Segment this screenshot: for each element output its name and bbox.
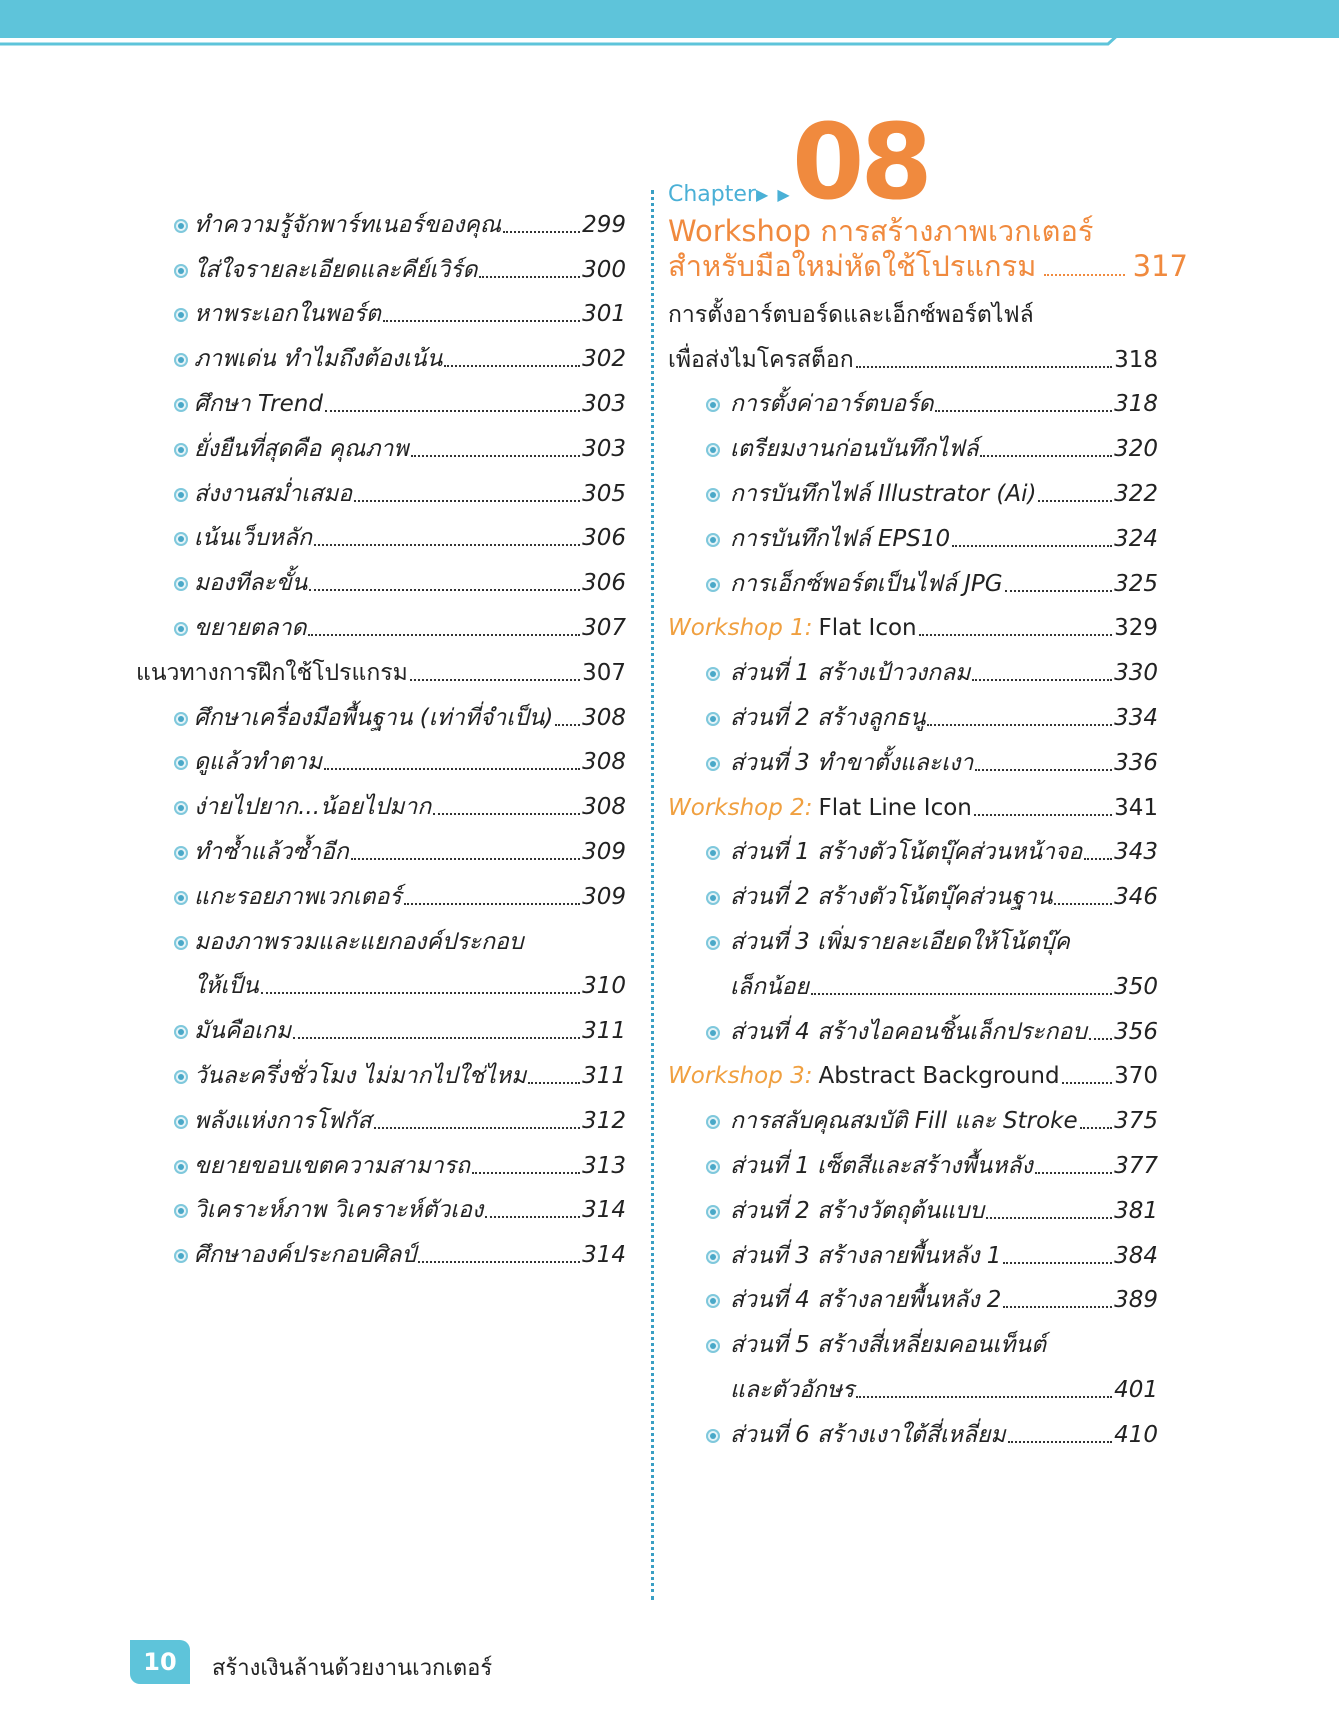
leader-dots [927,724,1112,726]
toc-entry-title: ส่วนที่ 3 สร้างลายพื้นหลัง 1 [730,1242,1002,1269]
leader-dots [974,814,1112,816]
bullet-icon [706,1115,720,1129]
bullet-icon [706,757,720,771]
bullet-icon [174,801,188,815]
toc-entry-title: ภาพเด่น ทำไมถึงต้องเน้น [194,346,443,373]
toc-entry-title: ส่วนที่ 4 สร้างลายพื้นหลัง 2 [730,1287,1002,1314]
leader-dots [418,1261,580,1263]
toc-entry-page: 307 [582,659,626,686]
toc-entry-page: 307 [582,614,626,641]
leader-dots [479,276,580,278]
leader-dots [1035,1172,1112,1174]
leader-dots [1005,590,1113,592]
toc-main-entry[interactable] [668,290,1158,335]
toc-entry-page: 299 [582,211,626,238]
leader-dots [308,634,580,636]
leader-dots [811,993,1112,995]
toc-sub-entry[interactable] [668,1007,1158,1052]
toc-entry-page: 343 [1114,839,1158,866]
bullet-icon [706,846,720,860]
toc-left-column [136,200,626,1275]
toc-entry-title: วิเคราะห์ภาพ วิเคราะห์ตัวเอง [194,1197,484,1224]
column-divider [651,190,654,1600]
bullet-icon [706,398,720,412]
leader-dots [354,500,580,502]
toc-sub-entry[interactable] [136,782,626,827]
toc-sub-entry[interactable] [136,1186,626,1231]
toc-entry-title: Flat Line Icon [818,794,972,821]
toc-sub-entry[interactable] [668,1096,1158,1141]
toc-entry-title: ส่วนที่ 2 สร้างวัตถุต้นแบบ [730,1197,985,1224]
leader-dots [986,1217,1112,1219]
toc-sub-entry[interactable] [136,962,626,1007]
leader-dots [314,544,580,546]
toc-entry-page: 318 [1114,346,1158,373]
toc-entry-title: และตัวอักษร [730,1376,855,1403]
workshop-label: Workshop 2: [668,794,813,821]
toc-entry-page: 310 [582,973,626,1000]
toc-sub-entry[interactable] [136,558,626,603]
leader-dots [1003,1262,1112,1264]
toc-entry-page: 410 [1114,1421,1158,1448]
toc-sub-entry[interactable] [136,1230,626,1275]
toc-entry-page: 309 [582,838,626,865]
toc-entry-page: 308 [582,794,626,821]
toc-sub-entry[interactable] [136,1096,626,1141]
leader-dots [1062,1082,1113,1084]
toc-main-entry[interactable] [668,335,1158,380]
toc-sub-entry[interactable] [668,559,1158,604]
leader-dots [975,769,1112,771]
toc-entry-page: 300 [582,256,626,283]
toc-entry-page: 306 [582,525,626,552]
chapter-heading [668,101,1188,290]
toc-entry-page: 306 [582,570,626,597]
toc-entry-title: การสลับคุณสมบัติ Fill และ Stroke [730,1108,1078,1135]
toc-entry-page: 318 [1114,391,1158,418]
bullet-icon [174,488,188,502]
toc-entry-page: 325 [1114,570,1158,597]
toc-sub-entry[interactable] [668,380,1158,425]
toc-entry-title: ศึกษาเครื่องมือพื้นฐาน (เท่าที่จำเป็น) [194,704,554,731]
toc-entry-title: การบันทึกไฟล์ EPS10 [730,525,951,552]
toc-entry-title: ส่วนที่ 5 สร้างสี่เหลี่ยมคอนเท็นต์ [730,1332,1047,1359]
toc-sub-entry[interactable] [136,738,626,783]
leader-dots [324,768,580,770]
leader-dots [293,1037,580,1039]
bullet-icon [174,308,188,322]
toc-entry-title: ส่วนที่ 1 เซ็ตสีและสร้างพื้นหลัง [730,1152,1033,1179]
toc-sub-entry[interactable] [136,424,626,469]
toc-sub-entry[interactable] [668,648,1158,693]
bullet-icon [706,533,720,547]
leader-dots [856,366,1112,368]
leader-dots [472,1172,580,1174]
workshop-label: Workshop 1: [668,615,813,642]
toc-entry-title: ส่วนที่ 1 สร้างเป้าวงกลม [730,660,971,687]
toc-sub-entry[interactable] [668,962,1158,1007]
bullet-icon [706,578,720,592]
toc-entry-page: 314 [582,1242,626,1269]
toc-entry-page: 377 [1114,1152,1158,1179]
bullet-icon [174,353,188,367]
toc-entry-title: ขยายขอบเขตความสามารถ [194,1152,470,1179]
toc-entry-title: ส่วนที่ 4 สร้างไอคอนชิ้นเล็กประกอบ [730,1018,1087,1045]
toc-entry-page: 308 [582,749,626,776]
toc-sub-entry[interactable] [668,469,1158,514]
toc-entry-page: 309 [582,883,626,910]
leader-dots [503,231,580,233]
toc-entry-title: พลังแห่งการโฟกัส [194,1107,372,1134]
bullet-icon [174,1204,188,1218]
bullet-icon [174,622,188,636]
page-footer [130,1640,730,1690]
bullet-icon [174,219,188,233]
toc-entry-title: มองทีละขั้น [194,570,308,597]
chapter-label: Chapter [668,182,756,207]
bullet-icon [174,264,188,278]
bullet-icon [174,1115,188,1129]
toc-entry-page: 341 [1114,794,1158,821]
toc-main-entry[interactable] [136,648,626,693]
toc-entry-page: 303 [582,435,626,462]
toc-entry-title: หาพระเอกในพอร์ต [194,301,381,328]
leader-dots [1080,1127,1112,1129]
toc-sub-entry[interactable] [668,917,1158,962]
toc-entry-page: 356 [1114,1018,1158,1045]
bullet-icon [706,1026,720,1040]
toc-entry-page: 346 [1114,884,1158,911]
leader-dots [856,1396,1112,1398]
bullet-icon [706,488,720,502]
toc-sub-entry[interactable] [136,917,626,962]
toc-entry-page: 384 [1114,1242,1158,1269]
leader-dots [528,1082,580,1084]
chapter-arrows-icon: ▶ ▶ [756,185,792,204]
toc-sub-entry[interactable] [136,872,626,917]
toc-entry-page: 301 [582,301,626,328]
toc-entry-page: 381 [1114,1197,1158,1224]
leader-dots [1038,500,1112,502]
leader-dots [374,1127,581,1129]
bullet-icon [706,891,720,905]
chapter-title-line1: Workshop การสร้างภาพเวกเตอร์ [668,214,1094,248]
toc-sub-entry[interactable] [136,603,626,648]
page-number: 10 [130,1640,190,1684]
toc-entry-title: ส่งงานสม่ำเสมอ [194,480,353,507]
leader-dots [309,589,580,591]
toc-entry-title: ส่วนที่ 1 สร้างตัวโน้ตบุ๊คส่วนหน้าจอ [730,839,1083,866]
toc-entry-page: 401 [1114,1376,1158,1403]
bullet-icon [706,443,720,457]
workshop-label: Workshop 3: [668,1063,813,1090]
toc-entry-title: เล็กน้อย [730,973,809,1000]
toc-sub-entry[interactable] [668,738,1158,783]
bullet-icon [706,1339,720,1353]
leader-dots [952,545,1112,547]
toc-entry-page: 303 [582,390,626,417]
leader-dots [935,410,1112,412]
toc-entry-page: 370 [1114,1063,1158,1090]
bullet-icon [706,712,720,726]
toc-sub-entry[interactable] [668,1231,1158,1276]
bullet-icon [706,667,720,681]
leader-dots [919,634,1112,636]
bullet-icon [706,936,720,950]
toc-sub-entry[interactable] [136,693,626,738]
toc-entry-page: 329 [1114,615,1158,642]
toc-sub-entry[interactable] [136,827,626,872]
book-title: สร้างเงินล้านด้วยงานเวกเตอร์ [212,1656,493,1681]
chapter-leader-dots [1044,274,1124,276]
leader-dots [980,455,1112,457]
toc-sub-entry[interactable] [136,1141,626,1186]
toc-entry-page: 375 [1114,1108,1158,1135]
toc-sub-entry[interactable] [136,514,626,559]
leader-dots [410,679,580,681]
toc-entry-title: ให้เป็น [194,973,259,1000]
toc-sub-entry[interactable] [136,245,626,290]
toc-entry-title: ส่วนที่ 3 เพิ่มรายละเอียดให้โน้ตบุ๊ค [730,928,1070,955]
bullet-icon [706,1250,720,1264]
bullet-icon [174,846,188,860]
toc-entry-page: 311 [582,1062,626,1089]
toc-entry-page: 322 [1114,480,1158,507]
leader-dots [325,410,580,412]
toc-entry-title: ส่วนที่ 2 สร้างตัวโน้ตบุ๊คส่วนฐาน [730,884,1053,911]
toc-entry-page: 314 [582,1197,626,1224]
bullet-icon [174,1249,188,1263]
leader-dots [1089,1038,1112,1040]
toc-sub-entry[interactable] [668,1320,1158,1365]
bullet-icon [706,1160,720,1174]
bullet-icon [706,1205,720,1219]
toc-entry-page: 312 [582,1107,626,1134]
toc-sub-entry[interactable] [136,334,626,379]
toc-entry-page: 311 [582,1018,626,1045]
toc-entry-title: ขยายตลาด [194,614,307,641]
toc-sub-entry[interactable] [668,872,1158,917]
toc-right-column [668,290,1158,1455]
bullet-icon [174,1160,188,1174]
toc-entry-page: 302 [582,346,626,373]
toc-workshop-entry[interactable] [668,1052,1158,1097]
toc-sub-entry[interactable] [668,514,1158,559]
toc-entry-page: 330 [1114,660,1158,687]
toc-sub-entry[interactable] [668,424,1158,469]
leader-dots [485,1216,580,1218]
toc-entry-title: การเอ็กซ์พอร์ตเป็นไฟล์ JPG [730,570,1003,597]
toc-entry-title: แนวทางการฝึกใช้โปรแกรม [136,659,408,686]
bullet-icon [174,756,188,770]
toc-entry-title: เพื่อส่งไมโครสต็อก [668,346,854,373]
toc-entry-page: 313 [582,1152,626,1179]
bullet-icon [174,1070,188,1084]
toc-entry-title: Abstract Background [818,1063,1060,1090]
toc-sub-entry[interactable] [136,379,626,424]
toc-entry-page: 324 [1114,525,1158,552]
toc-entry-title: ศึกษา Trend [194,390,323,417]
chapter-title[interactable] [668,214,1188,284]
toc-entry-title: ใส่ใจรายละเอียดและคีย์เวิร์ด [194,256,478,283]
toc-entry-title: ทำความรู้จักพาร์ทเนอร์ของคุณ [194,211,502,238]
bullet-icon [174,532,188,546]
toc-entry-title: การตั้งค่าอาร์ตบอร์ด [730,391,934,418]
toc-sub-entry[interactable] [136,200,626,245]
bullet-icon [174,443,188,457]
toc-sub-entry[interactable] [668,693,1158,738]
chapter-title-line2: สำหรับมือใหม่หัดใช้โปรแกรม [668,249,1037,283]
leader-dots [444,365,580,367]
toc-sub-entry[interactable] [668,1276,1158,1321]
toc-entry-page: 305 [582,480,626,507]
leader-dots [261,992,581,994]
chapter-number: 08 [792,101,929,223]
bullet-icon [706,1294,720,1308]
leader-dots [972,679,1112,681]
toc-entry-title: เตรียมงานก่อนบันทึกไฟล์ [730,436,979,463]
toc-entry-title: วันละครึ่งชั่วโมง ไม่มากไปใช่ไหม [194,1062,527,1089]
toc-workshop-entry[interactable] [668,783,1158,828]
toc-entry-page: 350 [1114,973,1158,1000]
leader-dots [404,903,580,905]
toc-entry-title: ส่วนที่ 6 สร้างเงาใต้สี่เหลี่ยม [730,1421,1006,1448]
leader-dots [1003,1306,1112,1308]
leader-dots [351,858,580,860]
toc-entry-page: 336 [1114,749,1158,776]
toc-sub-entry[interactable] [136,1051,626,1096]
top-decorative-band [0,0,1339,60]
toc-sub-entry[interactable] [136,290,626,335]
toc-entry-title: ทำซ้ำแล้วซ้ำอีก [194,838,349,865]
leader-dots [383,320,580,322]
toc-entry-title: เน้นเว็บหลัก [194,525,312,552]
bullet-icon [174,577,188,591]
toc-sub-entry[interactable] [136,1006,626,1051]
leader-dots [411,455,581,457]
bullet-icon [174,1025,188,1039]
bullet-icon [706,1429,720,1443]
toc-entry-title: ส่วนที่ 3 ทำขาตั้งและเงา [730,749,974,776]
leader-dots [1008,1441,1112,1443]
toc-entry-title: แกะรอยภาพเวกเตอร์ [194,883,402,910]
toc-sub-entry[interactable] [668,1141,1158,1186]
toc-entry-page: 320 [1114,436,1158,463]
toc-sub-entry[interactable] [668,1365,1158,1410]
bullet-icon [174,712,188,726]
toc-entry-title: การบันทึกไฟล์ Illustrator (Ai) [730,480,1037,507]
bullet-icon [174,891,188,905]
toc-entry-title: ดูแล้วทำตาม [194,749,322,776]
leader-dots [433,813,580,815]
toc-entry-title: ยั่งยืนที่สุดคือ คุณภาพ [194,435,409,462]
toc-entry-page: 334 [1114,704,1158,731]
toc-entry-title: Flat Icon [818,615,917,642]
bullet-icon [174,398,188,412]
toc-entry-title: มันคือเกม [194,1018,292,1045]
leader-dots [555,724,580,726]
toc-entry-page: 389 [1114,1287,1158,1314]
toc-sub-entry[interactable] [668,1410,1158,1455]
toc-entry-title: ส่วนที่ 2 สร้างลูกธนู [730,704,926,731]
leader-dots [1054,903,1112,905]
toc-workshop-entry[interactable] [668,604,1158,649]
bullet-icon [174,936,188,950]
toc-sub-entry[interactable] [668,1186,1158,1231]
toc-entry-title: มองภาพรวมและแยกองค์ประกอบ [194,928,524,955]
toc-entry-page: 308 [582,704,626,731]
chapter-page: 317 [1132,249,1188,283]
toc-sub-entry[interactable] [668,828,1158,873]
toc-entry-title: ง่ายไปยาก...น้อยไปมาก [194,794,432,821]
toc-entry-title: การตั้งอาร์ตบอร์ดและเอ็กซ์พอร์ตไฟล์ [668,301,1034,328]
toc-sub-entry[interactable] [136,469,626,514]
leader-dots [1084,858,1112,860]
toc-entry-title: ศึกษาองค์ประกอบศิลป์ [194,1242,416,1269]
